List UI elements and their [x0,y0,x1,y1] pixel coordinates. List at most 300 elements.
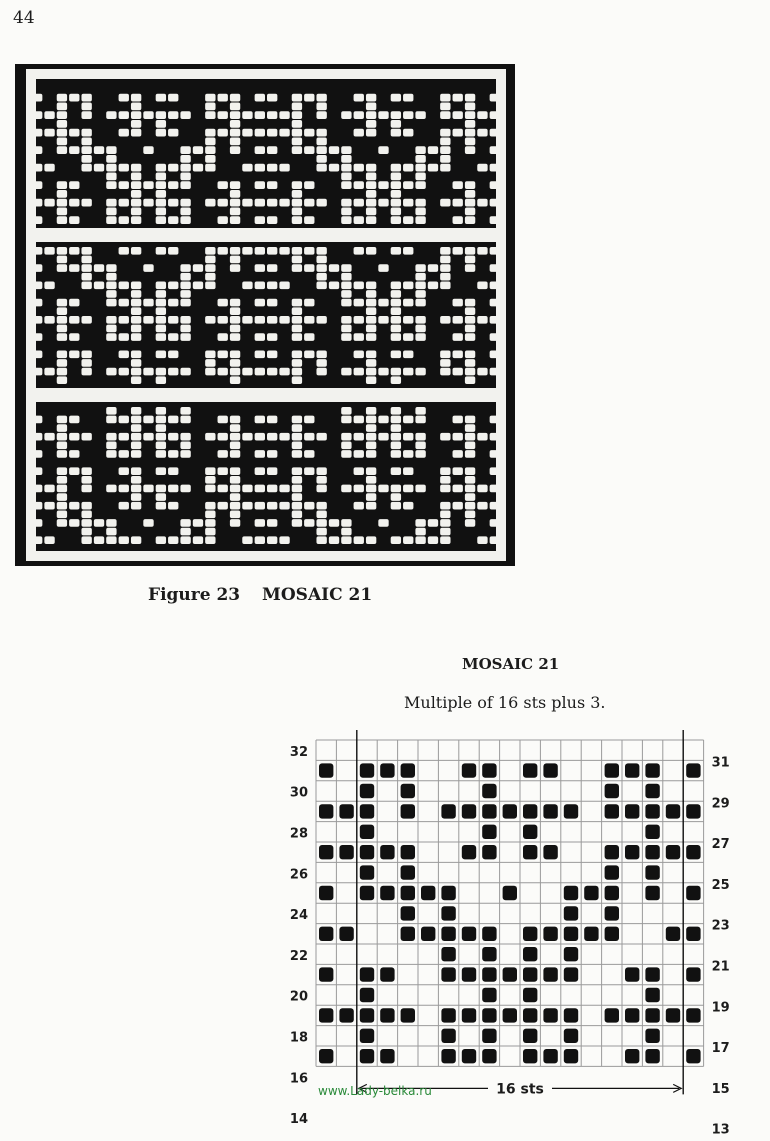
swatch-stitch [316,155,326,163]
mosaic-chart [280,728,750,1138]
swatch-stitch [465,190,475,198]
filled-stitch [401,906,415,920]
swatch-stitch [292,519,302,527]
swatch-stitch [131,333,141,341]
swatch-stitch [218,129,228,137]
figure-caption [148,585,372,605]
filled-stitch [605,865,619,879]
swatch-stitch [465,467,475,475]
swatch-stitch [106,173,116,181]
swatch-stitch [391,299,401,307]
swatch-stitch [292,138,302,146]
swatch-stitch [366,359,376,367]
swatch-stitch [403,282,413,290]
swatch-stitch [57,199,67,207]
swatch-stitch [69,519,79,527]
swatch-stitch [391,164,401,172]
swatch-stitch [106,528,116,536]
swatch-stitch [180,368,190,376]
swatch-stitch [465,316,475,324]
swatch-stitch [156,199,166,207]
swatch-stitch [415,173,425,181]
swatch-stitch [415,299,425,307]
swatch-stitch [81,511,91,519]
swatch-stitch [32,299,42,307]
swatch-stitch [366,216,376,224]
swatch-stitch [304,216,314,224]
swatch-stitch [218,247,228,255]
swatch-stitch [378,416,388,424]
swatch-stitch [156,208,166,216]
swatch-stitch [32,467,42,475]
swatch-stitch [32,164,42,172]
swatch-stitch [156,325,166,333]
swatch-stitch [255,146,265,154]
swatch-stitch [477,129,487,137]
swatch-stitch [106,299,116,307]
swatch-stitch [391,325,401,333]
row-label-right: 17 [711,1041,730,1057]
swatch-stitch [378,368,388,376]
swatch-stitch [403,502,413,510]
swatch-stitch [391,368,401,376]
swatch-stitch [57,424,67,432]
swatch-stitch [69,199,79,207]
swatch-stitch [32,450,42,458]
swatch-stitch [440,164,450,172]
swatch-stitch [156,216,166,224]
swatch-stitch [341,450,351,458]
swatch-stitch [131,442,141,450]
swatch-stitch [304,502,314,510]
swatch-stitch [106,536,116,544]
swatch-stitch [391,190,401,198]
swatch-stitch [292,316,302,324]
swatch-stitch [131,450,141,458]
swatch-stitch [391,129,401,137]
row-label-left: 30 [289,785,308,801]
swatch-stitch [403,351,413,359]
swatch-stitch [267,199,277,207]
swatch-stitch [32,111,42,119]
swatch-stitch [440,264,450,272]
swatch-stitch [292,299,302,307]
swatch-stitch [131,316,141,324]
swatch-stitch [168,164,178,172]
row-label-right: 13 [711,1122,730,1138]
swatch-stitch [131,376,141,384]
swatch-stitch [156,493,166,501]
swatch-stitch [403,368,413,376]
swatch-stitch [255,316,265,324]
swatch-stitch [490,164,500,172]
swatch-stitch [391,351,401,359]
swatch-stitch [391,450,401,458]
swatch-stitch [292,416,302,424]
swatch-stitch [218,181,228,189]
swatch-stitch [354,129,364,137]
swatch-stitch [292,199,302,207]
row-label-right: 19 [711,1000,730,1016]
swatch-stitch [341,146,351,154]
row-label-right: 21 [711,959,730,975]
swatch-stitch [119,282,129,290]
swatch-stitch [391,493,401,501]
filled-stitch [319,1049,333,1063]
filled-stitch [523,763,537,777]
filled-stitch [564,947,578,961]
swatch-stitch [106,181,116,189]
swatch-stitch [57,485,67,493]
swatch-stitch [119,433,129,441]
swatch-stitch [156,120,166,128]
swatch-stitch [391,199,401,207]
swatch-stitch [428,536,438,544]
swatch-stitch [391,120,401,128]
swatch-stitch [81,485,91,493]
swatch-stitch [106,155,116,163]
filled-stitch [380,1008,394,1022]
swatch-stitch [106,450,116,458]
swatch-stitch [180,282,190,290]
swatch-stitch [490,282,500,290]
swatch-stitch [156,290,166,298]
swatch-stitch [44,111,54,119]
filled-stitch [441,906,455,920]
filled-stitch [523,947,537,961]
swatch-stitch [292,307,302,315]
swatch-stitch [69,247,79,255]
swatch-stitch [156,111,166,119]
swatch-stitch [255,536,265,544]
swatch-stitch [316,316,326,324]
swatch-stitch [69,502,79,510]
filled-stitch [605,845,619,859]
swatch-stitch [267,282,277,290]
swatch-stitch [341,111,351,119]
swatch-stitch [180,407,190,415]
swatch-stitch [378,299,388,307]
swatch-stitch [106,433,116,441]
swatch-stitch [292,485,302,493]
filled-stitch [543,927,557,941]
swatch-stitch [205,476,215,484]
swatch-stitch [354,316,364,324]
swatch-stitch [168,316,178,324]
filled-stitch [462,1008,476,1022]
swatch-stitch [193,282,203,290]
swatch-stitch [131,359,141,367]
filled-stitch [645,763,659,777]
knit-swatch-photo [15,64,515,566]
swatch-stitch [106,282,116,290]
swatch-stitch [69,450,79,458]
swatch-stitch [304,316,314,324]
filled-stitch [686,1008,700,1022]
swatch-stitch [292,351,302,359]
swatch-stitch [57,316,67,324]
swatch-stitch [453,199,463,207]
swatch-stitch [156,282,166,290]
swatch-stitch [292,359,302,367]
swatch-stitch [156,247,166,255]
swatch-stitch [465,94,475,102]
swatch-stitch [329,164,339,172]
swatch-stitch [465,493,475,501]
filled-stitch [339,804,353,818]
swatch-stitch [156,129,166,137]
swatch-stitch [292,424,302,432]
filled-stitch [319,927,333,941]
figure-title: MOSAIC 21 [262,585,373,605]
swatch-stitch [131,476,141,484]
chart-title: MOSAIC 21 [462,655,560,673]
swatch-stitch [316,94,326,102]
swatch-stitch [292,511,302,519]
swatch-stitch [440,155,450,163]
swatch-stitch [57,519,67,527]
swatch-stitch [391,316,401,324]
swatch-stitch [255,467,265,475]
filled-stitch [360,825,374,839]
filled-stitch [605,1008,619,1022]
swatch-stitch [304,264,314,272]
swatch-stitch [366,433,376,441]
swatch-stitch [403,247,413,255]
swatch-stitch [279,536,289,544]
swatch-stitch [440,519,450,527]
swatch-stitch [341,181,351,189]
swatch-stitch [168,282,178,290]
filled-stitch [319,967,333,981]
swatch-stitch [415,155,425,163]
filled-stitch [360,1029,374,1043]
swatch-stitch [267,94,277,102]
swatch-stitch [341,316,351,324]
swatch-stitch [81,103,91,111]
filled-stitch [441,927,455,941]
filled-stitch [543,763,557,777]
swatch-stitch [57,476,67,484]
swatch-stitch [180,325,190,333]
swatch-stitch [156,316,166,324]
swatch-stitch [391,290,401,298]
swatch-stitch [131,433,141,441]
row-label-left: 28 [289,826,308,842]
swatch-stitch [316,273,326,281]
swatch-stitch [440,528,450,536]
swatch-stitch [366,351,376,359]
swatch-stitch [131,467,141,475]
swatch-stitch [292,94,302,102]
swatch-stitch [378,146,388,154]
swatch-stitch [292,325,302,333]
filled-stitch [625,1008,639,1022]
swatch-stitch [69,181,79,189]
swatch-stitch [403,450,413,458]
swatch-stitch [218,450,228,458]
swatch-stitch [205,247,215,255]
swatch-stitch [440,111,450,119]
swatch-stitch [354,485,364,493]
swatch-stitch [465,264,475,272]
swatch-stitch [131,181,141,189]
swatch-stitch [180,216,190,224]
swatch-stitch [230,511,240,519]
swatch-stitch [94,519,104,527]
figure-number: Figure 23 [148,585,241,605]
swatch-stitch [465,476,475,484]
swatch-stitch [131,493,141,501]
swatch-stitch [440,256,450,264]
swatch-stitch [131,416,141,424]
swatch-stitch [391,467,401,475]
swatch-stitch [279,164,289,172]
swatch-stitch [366,181,376,189]
swatch-stitch [69,433,79,441]
filled-stitch [625,763,639,777]
swatch-stitch [403,485,413,493]
swatch-stitch [341,290,351,298]
filled-stitch [666,845,680,859]
row-label-left: 16 [289,1071,308,1087]
filled-stitch [584,927,598,941]
swatch-stitch [143,316,153,324]
swatch-stitch [230,129,240,137]
swatch-stitch [267,129,277,137]
swatch-stitch [403,164,413,172]
swatch-stitch [354,502,364,510]
swatch-stitch [316,103,326,111]
swatch-stitch [131,368,141,376]
swatch-stitch [477,247,487,255]
swatch-stitch [292,208,302,216]
swatch-stitch [267,299,277,307]
swatch-stitch [279,282,289,290]
filled-stitch [605,906,619,920]
swatch-stitch [354,433,364,441]
swatch-stitch [106,485,116,493]
swatch-stitch [230,299,240,307]
swatch-stitch [490,299,500,307]
filled-stitch [503,967,517,981]
row-label-left: 26 [289,867,308,883]
swatch-stitch [255,282,265,290]
filled-stitch [482,1049,496,1063]
swatch-stitch [180,433,190,441]
swatch-stitch [230,146,240,154]
filled-stitch [462,1049,476,1063]
swatch-stitch [279,485,289,493]
swatch-stitch [304,433,314,441]
swatch-stitch [81,273,91,281]
filled-stitch [686,845,700,859]
filled-stitch [441,804,455,818]
swatch-stitch [57,502,67,510]
swatch-stitch [131,485,141,493]
swatch-stitch [230,216,240,224]
row-label-left: 20 [289,989,308,1005]
filled-stitch [523,988,537,1002]
swatch-stitch [465,424,475,432]
swatch-stitch [180,164,190,172]
swatch-stitch [354,216,364,224]
swatch-stitch [366,424,376,432]
swatch-stitch [143,181,153,189]
swatch-stitch [304,519,314,527]
swatch-stitch [490,199,500,207]
swatch-stitch [453,216,463,224]
swatch-stitch [316,129,326,137]
swatch-stitch [341,155,351,163]
swatch-stitch [292,216,302,224]
swatch-stitch [32,333,42,341]
swatch-stitch [230,351,240,359]
swatch-stitch [465,216,475,224]
swatch-stitch [193,519,203,527]
swatch-stitch [403,199,413,207]
swatch-stitch [403,129,413,137]
swatch-stitch [230,442,240,450]
swatch-stitch [230,485,240,493]
swatch-stitch [32,94,42,102]
swatch-stitch [131,111,141,119]
swatch-stitch [316,351,326,359]
filled-stitch [482,845,496,859]
swatch-stitch [341,333,351,341]
swatch-stitch [465,247,475,255]
swatch-stitch [69,264,79,272]
swatch-stitch [403,94,413,102]
swatch-stitch [366,247,376,255]
swatch-stitch [267,264,277,272]
swatch-stitch [242,247,252,255]
swatch-stitch [391,282,401,290]
swatch-stitch [292,368,302,376]
swatch-stitch [304,94,314,102]
swatch-stitch [230,519,240,527]
swatch-stitch [230,433,240,441]
swatch-stitch [477,502,487,510]
swatch-stitch [131,129,141,137]
swatch-stitch [267,519,277,527]
swatch-stitch [391,216,401,224]
filled-stitch [482,1029,496,1043]
swatch-stitch [341,433,351,441]
swatch-stitch [168,450,178,458]
swatch-stitch [230,94,240,102]
swatch-stitch [304,416,314,424]
swatch-stitch [465,376,475,384]
filled-stitch [686,927,700,941]
swatch-stitch [477,485,487,493]
swatch-stitch [354,94,364,102]
filled-stitch [503,886,517,900]
swatch-stitch [490,368,500,376]
swatch-stitch [44,199,54,207]
swatch-stitch [465,485,475,493]
swatch-stitch [168,299,178,307]
swatch-stitch [57,493,67,501]
swatch-stitch [168,129,178,137]
swatch-stitch [69,316,79,324]
swatch-stitch [415,368,425,376]
swatch-stitch [156,467,166,475]
swatch-stitch [32,181,42,189]
swatch-stitch [465,181,475,189]
swatch-stitch [131,424,141,432]
swatch-stitch [32,433,42,441]
